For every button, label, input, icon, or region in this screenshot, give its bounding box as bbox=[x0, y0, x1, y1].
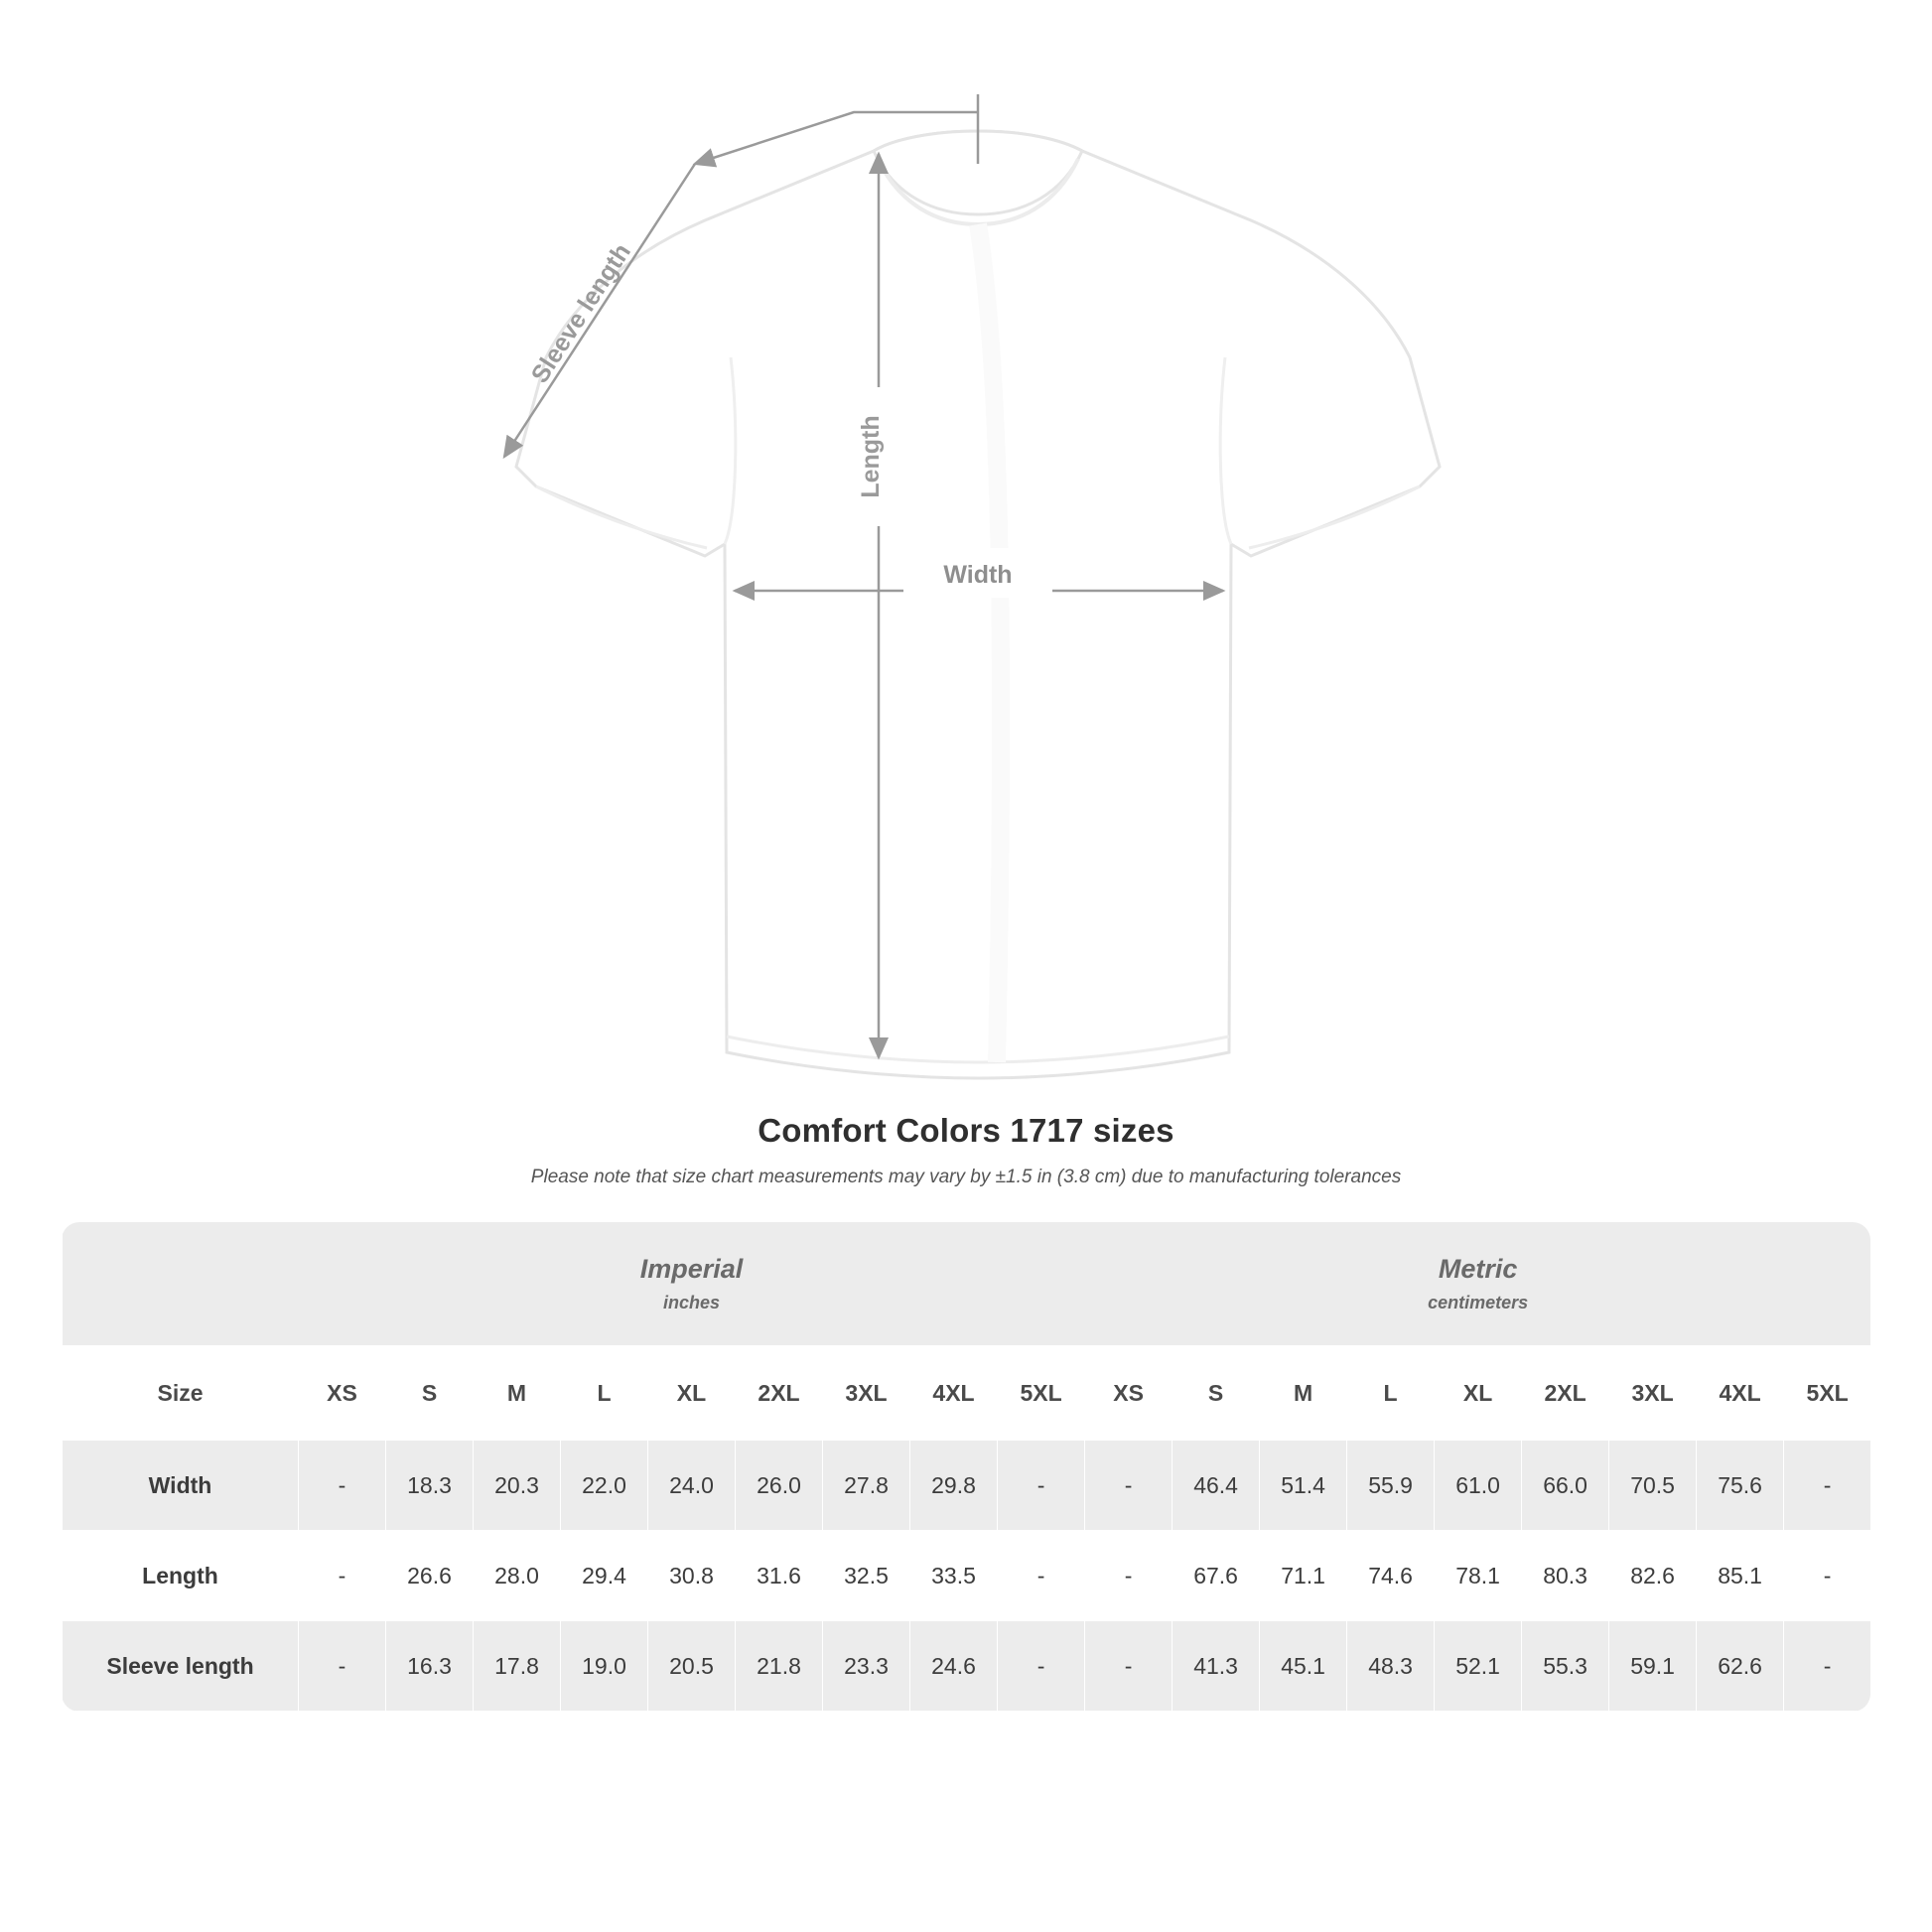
cell-length-metric-l: 74.6 bbox=[1347, 1531, 1435, 1621]
size-chart-body bbox=[63, 1441, 1871, 1712]
tshirt-shape bbox=[516, 131, 1440, 1078]
cell-width-metric-xl: 61.0 bbox=[1435, 1441, 1522, 1531]
unit-header-metric bbox=[1085, 1222, 1870, 1346]
cell-width-metric-l: 55.9 bbox=[1347, 1441, 1435, 1531]
cell-width-metric-2xl: 66.0 bbox=[1522, 1441, 1609, 1531]
cell-length-imperial-xs: - bbox=[299, 1531, 386, 1621]
width-label: Width bbox=[943, 561, 1013, 589]
cell-width-imperial-m: 20.3 bbox=[474, 1441, 561, 1531]
page-title: Comfort Colors 1717 sizes bbox=[758, 1112, 1174, 1149]
cell-sleeve-length-imperial-l: 19.0 bbox=[561, 1621, 648, 1712]
size-chart-table-wrap bbox=[62, 1222, 1870, 1712]
cell-sleeve-length-metric-l: 48.3 bbox=[1347, 1621, 1435, 1712]
cell-length-imperial-xl: 30.8 bbox=[648, 1531, 736, 1621]
cell-sleeve-length-metric-5xl: - bbox=[1784, 1621, 1870, 1712]
title-block bbox=[0, 1112, 1932, 1188]
row-label-length: Length bbox=[63, 1531, 299, 1621]
cell-length-imperial-m: 28.0 bbox=[474, 1531, 561, 1621]
size-header-imperial-5xl: 5XL bbox=[998, 1346, 1085, 1441]
cell-sleeve-length-imperial-4xl: 24.6 bbox=[910, 1621, 998, 1712]
cell-length-imperial-4xl: 33.5 bbox=[910, 1531, 998, 1621]
cell-width-imperial-xl: 24.0 bbox=[648, 1441, 736, 1531]
cell-sleeve-length-imperial-2xl: 21.8 bbox=[736, 1621, 823, 1712]
cell-width-imperial-l: 22.0 bbox=[561, 1441, 648, 1531]
size-header-metric-l: L bbox=[1347, 1346, 1435, 1441]
size-header-metric-3xl: 3XL bbox=[1609, 1346, 1697, 1441]
cell-sleeve-length-metric-2xl: 55.3 bbox=[1522, 1621, 1609, 1712]
size-header-imperial-2xl: 2XL bbox=[736, 1346, 823, 1441]
cell-length-imperial-2xl: 31.6 bbox=[736, 1531, 823, 1621]
cell-width-imperial-xs: - bbox=[299, 1441, 386, 1531]
unit-name-metric: Metric bbox=[1438, 1254, 1518, 1284]
size-header-metric-m: M bbox=[1260, 1346, 1347, 1441]
size-chart-table bbox=[62, 1222, 1870, 1712]
cell-length-metric-2xl: 80.3 bbox=[1522, 1531, 1609, 1621]
size-header-imperial-s: S bbox=[386, 1346, 474, 1441]
cell-sleeve-length-imperial-m: 17.8 bbox=[474, 1621, 561, 1712]
cell-width-imperial-4xl: 29.8 bbox=[910, 1441, 998, 1531]
cell-sleeve-length-imperial-xs: - bbox=[299, 1621, 386, 1712]
size-header-imperial-3xl: 3XL bbox=[823, 1346, 910, 1441]
cell-width-metric-5xl: - bbox=[1784, 1441, 1870, 1531]
cell-sleeve-length-metric-4xl: 62.6 bbox=[1697, 1621, 1784, 1712]
cell-length-metric-xs: - bbox=[1085, 1531, 1173, 1621]
size-header-imperial-xl: XL bbox=[648, 1346, 736, 1441]
cell-width-metric-3xl: 70.5 bbox=[1609, 1441, 1697, 1531]
size-header-metric-2xl: 2XL bbox=[1522, 1346, 1609, 1441]
table-row bbox=[63, 1621, 1871, 1712]
unit-name-imperial: Imperial bbox=[639, 1254, 744, 1284]
cell-sleeve-length-imperial-5xl: - bbox=[998, 1621, 1085, 1712]
cell-width-metric-m: 51.4 bbox=[1260, 1441, 1347, 1531]
cell-length-metric-4xl: 85.1 bbox=[1697, 1531, 1784, 1621]
unit-header-row bbox=[63, 1222, 1871, 1346]
cell-width-imperial-3xl: 27.8 bbox=[823, 1441, 910, 1531]
row-label-width: Width bbox=[63, 1441, 299, 1531]
cell-length-imperial-5xl: - bbox=[998, 1531, 1085, 1621]
size-header-metric-xl: XL bbox=[1435, 1346, 1522, 1441]
table-row bbox=[63, 1441, 1871, 1531]
cell-sleeve-length-metric-s: 41.3 bbox=[1173, 1621, 1260, 1712]
size-header-imperial-l: L bbox=[561, 1346, 648, 1441]
table-row bbox=[63, 1531, 1871, 1621]
size-header-imperial-m: M bbox=[474, 1346, 561, 1441]
cell-width-metric-4xl: 75.6 bbox=[1697, 1441, 1784, 1531]
cell-length-imperial-3xl: 32.5 bbox=[823, 1531, 910, 1621]
sleeve-length-label: Sleeve length bbox=[525, 238, 636, 388]
unit-corner-cell bbox=[63, 1222, 299, 1346]
cell-width-imperial-s: 18.3 bbox=[386, 1441, 474, 1531]
cell-length-metric-s: 67.6 bbox=[1173, 1531, 1260, 1621]
size-header-metric-xs: XS bbox=[1085, 1346, 1173, 1441]
size-header-metric-4xl: 4XL bbox=[1697, 1346, 1784, 1441]
length-label: Length bbox=[857, 415, 885, 498]
row-label-sleeve-length: Sleeve length bbox=[63, 1621, 299, 1712]
cell-width-metric-s: 46.4 bbox=[1173, 1441, 1260, 1531]
cell-sleeve-length-imperial-xl: 20.5 bbox=[648, 1621, 736, 1712]
cell-length-metric-5xl: - bbox=[1784, 1531, 1870, 1621]
cell-length-imperial-l: 29.4 bbox=[561, 1531, 648, 1621]
size-label-header: Size bbox=[63, 1346, 299, 1441]
cell-width-metric-xs: - bbox=[1085, 1441, 1173, 1531]
cell-sleeve-length-imperial-s: 16.3 bbox=[386, 1621, 474, 1712]
cell-length-metric-3xl: 82.6 bbox=[1609, 1531, 1697, 1621]
cell-length-metric-m: 71.1 bbox=[1260, 1531, 1347, 1621]
cell-sleeve-length-imperial-3xl: 23.3 bbox=[823, 1621, 910, 1712]
size-header-row bbox=[63, 1346, 1871, 1441]
page-subtitle: Please note that size chart measurements may vary by ±1.5 in (3.8 cm) due to manufacturing tolerances bbox=[530, 1167, 1402, 1187]
cell-length-metric-xl: 78.1 bbox=[1435, 1531, 1522, 1621]
size-header-metric-5xl: 5XL bbox=[1784, 1346, 1870, 1441]
unit-sub-metric: centimeters bbox=[1428, 1293, 1529, 1312]
cell-sleeve-length-metric-m: 45.1 bbox=[1260, 1621, 1347, 1712]
cell-sleeve-length-metric-xl: 52.1 bbox=[1435, 1621, 1522, 1712]
size-header-imperial-4xl: 4XL bbox=[910, 1346, 998, 1441]
size-header-metric-s: S bbox=[1173, 1346, 1260, 1441]
size-header-imperial-xs: XS bbox=[299, 1346, 386, 1441]
cell-sleeve-length-metric-xs: - bbox=[1085, 1621, 1173, 1712]
cell-width-imperial-5xl: - bbox=[998, 1441, 1085, 1531]
unit-header-imperial bbox=[299, 1222, 1085, 1346]
cell-width-imperial-2xl: 26.0 bbox=[736, 1441, 823, 1531]
cell-sleeve-length-metric-3xl: 59.1 bbox=[1609, 1621, 1697, 1712]
unit-sub-imperial: inches bbox=[663, 1293, 721, 1312]
cell-length-imperial-s: 26.6 bbox=[386, 1531, 474, 1621]
